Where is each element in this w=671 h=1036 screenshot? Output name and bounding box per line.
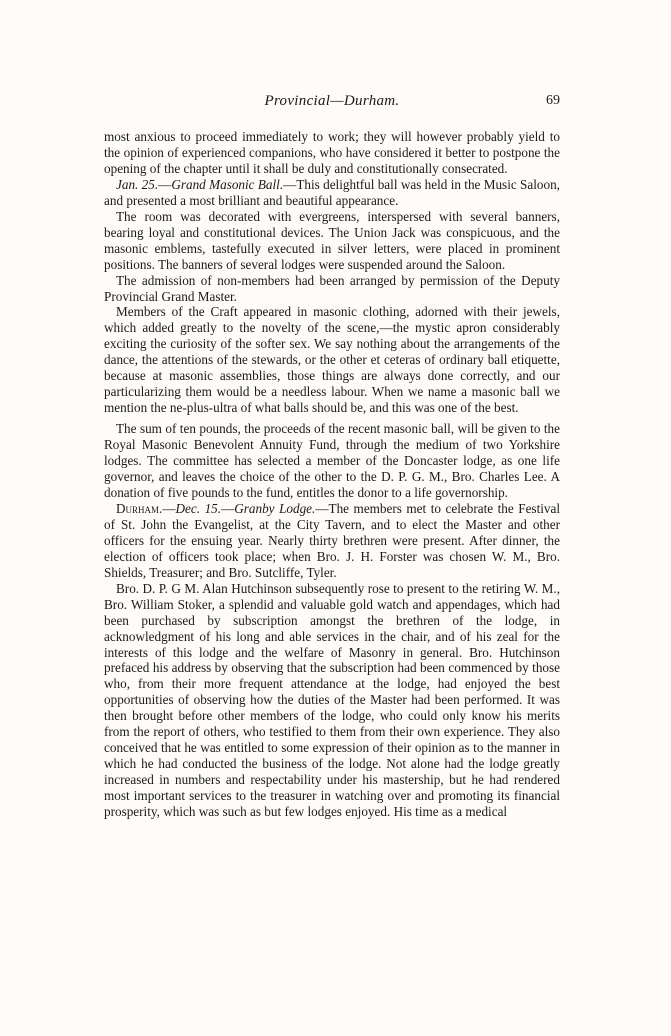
paragraph-text: Bro. D. P. G M. Alan Hutchinson subsequently rose to present to the retiring W. M., Bro. William Stoker, a splendid and valuable gold watch and appendages, which had been purchased by subscription amongst the brethren of the lodge, in acknowledgment of his long and able services in the chair, and of his zeal for the interests of this lodge and the welfare of Masonry in general. Bro. Hutchinson prefaced his address by observing that the subscription had been commenced by those who, from their more frequent attendance at the lodge, had enjoyed the best opportunities of observing how the duties of the Master had been performed. It was then brought before other members of the lodge, who could only know his merits from the report of others, who testified to them from their own experience. They also conceived that he was entitled to some expression of their opinion as to the manner in which he had conducted the business of the lodge. Not alone had the lodge greatly increased in numbers and respectability under his mastership, but he had rendered most important services to the treasurer in watching over and promoting its financial prosperity, which was such as but few lodges enjoyed. His time as a medical — [104, 580, 560, 820]
page-header — [104, 93, 560, 115]
paragraph-text: most anxious to proceed immediately to work; they will however probably yield to the opinion of experienced companions, who have considered it better to postpone the opening of the chapter until it shall be duly and constitutionally consecrated. — [104, 129, 560, 176]
paragraph-admission — [104, 273, 560, 305]
entry-place: Durham. — [116, 500, 163, 516]
paragraph-text: The sum of ten pounds, the proceeds of the recent masonic ball, will be given to the Royal Masonic Benevolent Annuity Fund, through the medium of two Yorkshire lodges. The committee has selected a member of the Doncaster lodge, as one life governor, and leaves the choice of the other to the D. P. G. M., Bro. Charles Lee. A donation of five pounds to the fund, entitles the donor to a life governorship. — [104, 421, 560, 500]
paragraph-text: —This delightful ball was held in the Music Saloon, and presented a most brilliant and beautiful appearance. — [104, 176, 560, 208]
dash-separator: — — [221, 500, 235, 516]
paragraph-members — [104, 304, 560, 416]
body-text — [104, 129, 560, 820]
dash-separator: — — [162, 500, 176, 516]
paragraph-proceeds — [104, 421, 560, 501]
page-number: 69 — [546, 93, 560, 108]
paragraph-text: The admission of non-members had been arranged by permission of the Deputy Provincial Grand Master. — [104, 272, 560, 304]
paragraph-granby-lodge — [104, 501, 560, 581]
paragraph-text: —The members met to celebrate the Festival of St. John the Evangelist, at the City Tavern, and to elect the Master and other officers for the ensuing year. Nearly thirty brethren were present. After dinner, the election of officers took place; when Bro. J. H. Forster was chosen W. M., Bro. Shields, Treasurer; and Bro. Sutcliffe, Tyler. — [104, 500, 561, 580]
paragraph-decorations — [104, 209, 560, 273]
paragraph-text: The room was decorated with evergreens, interspersed with several banners, bearing loyal and constitutional devices. The Union Jack was conspicuous, and the masonic emblems, tastefully executed in silver letters, were placed in prominent positions. The banners of several lodges were suspended around the Saloon. — [104, 208, 560, 272]
entry-date: Jan. 25. — [116, 176, 159, 192]
entry-title: Grand Masonic Ball. — [171, 176, 284, 192]
entry-title: Granby Lodge. — [234, 500, 316, 516]
dash-separator: — — [158, 176, 172, 192]
paragraph-text: Members of the Craft appeared in masonic clothing, adorned with their jewels, which added greatly to the novelty of the scene,—the mystic apron considerably exciting the curiosity of the softer sex. We say nothing about the arrangements of the dance, the attentions of the stewards, or the other et ceteras of ordinary ball etiquette, because at masonic assemblies, those things are always done correctly, and our particularizing them would be a needless labour. When we name a masonic ball we mention the ne-plus-ultra of what balls should be, and this was one of the best. — [104, 304, 560, 416]
paragraph-presentation — [104, 581, 560, 820]
paragraph-continuation — [104, 129, 560, 177]
entry-date: Dec. 15. — [175, 500, 222, 516]
paragraph-masonic-ball — [104, 177, 560, 209]
running-title: Provincial—Durham. — [264, 93, 400, 109]
